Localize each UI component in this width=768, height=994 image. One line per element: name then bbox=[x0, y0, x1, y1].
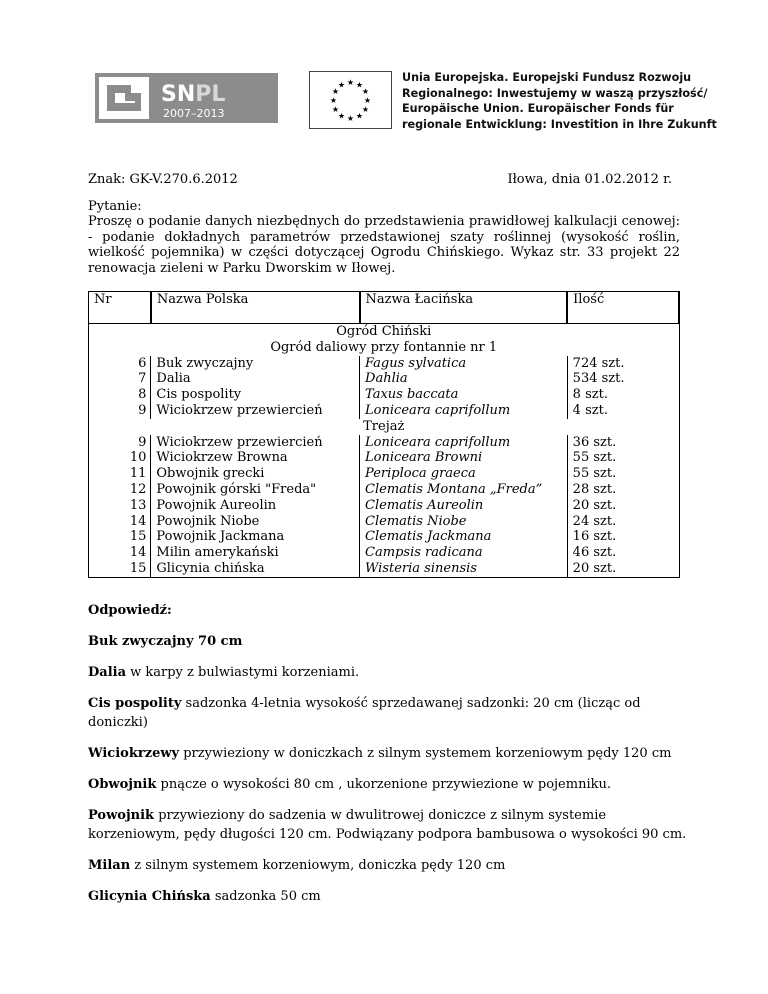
cell-latin: Taxus baccata bbox=[360, 387, 568, 403]
svg-text:SNPL bbox=[161, 82, 225, 107]
table-row bbox=[89, 482, 680, 498]
svg-text:★: ★ bbox=[331, 105, 340, 114]
section-main-title: Ogród Chiński bbox=[89, 324, 680, 340]
eu-text-line: Unia Europejska. Europejski Fundusz Rozwoju bbox=[402, 71, 692, 84]
answer-honeysuckle-title: Wiciokrzewy bbox=[88, 746, 180, 761]
answer-clematis bbox=[88, 806, 688, 844]
cell-latin: Fagus sylvatica bbox=[360, 356, 568, 372]
table-row bbox=[89, 561, 680, 577]
cell-nr: 14 bbox=[89, 514, 151, 530]
eu-text-line: regionale Entwicklung: Investition in Ihre Zukunft bbox=[402, 117, 717, 131]
cell-qty: 55 szt. bbox=[567, 450, 679, 466]
answer-periploca-text: pnącze o wysokości 80 cm , ukorzenione przywiezione w pojemniku. bbox=[156, 777, 611, 792]
cell-nr: 9 bbox=[89, 403, 151, 419]
section-dahlia-garden: Ogród daliowy przy fontannie nr 1 bbox=[89, 340, 680, 356]
header-polish-name: Nazwa Polska bbox=[151, 292, 360, 324]
eu-flag-icon bbox=[309, 71, 392, 129]
table-row bbox=[89, 498, 680, 514]
cell-qty: 8 szt. bbox=[567, 387, 679, 403]
cell-latin: Loniceara Browni bbox=[360, 450, 568, 466]
cell-polish: Wiciokrzew Browna bbox=[151, 450, 360, 466]
answer-yew bbox=[88, 694, 688, 732]
table-row bbox=[89, 466, 680, 482]
cell-latin: Clematis Aureolin bbox=[360, 498, 568, 514]
cell-qty: 28 szt. bbox=[567, 482, 679, 498]
cell-polish: Obwojnik grecki bbox=[151, 466, 360, 482]
answer-honeysuckle bbox=[88, 744, 688, 763]
section-row bbox=[89, 324, 680, 340]
answer-wisteria-title: Glicynia Chińska bbox=[88, 889, 211, 904]
cell-qty: 20 szt. bbox=[567, 561, 679, 577]
table-header-row bbox=[89, 292, 680, 324]
cell-latin: Campsis radicana bbox=[360, 545, 568, 561]
svg-text:★: ★ bbox=[361, 105, 370, 114]
section-row bbox=[89, 419, 680, 435]
cell-polish: Buk zwyczajny bbox=[151, 356, 360, 372]
cell-nr: 12 bbox=[89, 482, 151, 498]
svg-text:★: ★ bbox=[331, 87, 340, 96]
svg-text:★: ★ bbox=[346, 114, 355, 123]
cell-nr: 6 bbox=[89, 356, 151, 372]
answers-section bbox=[88, 601, 688, 918]
cell-nr: 11 bbox=[89, 466, 151, 482]
cell-qty: 4 szt. bbox=[567, 403, 679, 419]
cell-polish: Dalia bbox=[151, 371, 360, 387]
answer-honeysuckle-text: przywieziony w doniczkach z silnym systemem korzeniowym pędy 120 cm bbox=[179, 746, 672, 761]
svg-text:★: ★ bbox=[361, 87, 370, 96]
cell-polish: Milin amerykański bbox=[151, 545, 360, 561]
table-row bbox=[89, 387, 680, 403]
cell-qty: 534 szt. bbox=[567, 371, 679, 387]
section-row bbox=[89, 340, 680, 356]
snpl-logo-sn: SN bbox=[161, 82, 196, 107]
header-nr: Nr bbox=[89, 292, 151, 324]
svg-text:★: ★ bbox=[346, 78, 355, 87]
answer-dahlia-text: w karpy z bulwiastymi korzeniami. bbox=[126, 665, 360, 680]
reference-number: Znak: GK-V.270.6.2012 bbox=[88, 172, 238, 187]
cell-nr: 15 bbox=[89, 529, 151, 545]
answer-beech bbox=[88, 632, 688, 651]
section-trellis: Trejaż bbox=[89, 419, 680, 435]
cell-qty: 20 szt. bbox=[567, 498, 679, 514]
answers-label bbox=[88, 601, 688, 620]
cell-latin: Wisteria sinensis bbox=[360, 561, 568, 577]
table-row bbox=[89, 514, 680, 530]
header-latin-name: Nazwa Łacińska bbox=[360, 292, 568, 324]
question-text: Proszę o podanie danych niezbędnych do przedstawienia prawidłowej kalkulacji cenowej: - podanie dokładnych parametrów przedstawionej szaty roślinnej (wysokość roślin, wielkość pojemnika) w części dotyczącej Ogrodu Chińskiego. Wykaz str. 33 projekt 22 renowacja zieleni w Parku Dworskim w Iłowej. bbox=[88, 214, 680, 276]
table-row bbox=[89, 435, 680, 451]
header-quantity: Ilość bbox=[567, 292, 679, 324]
table-row bbox=[89, 356, 680, 372]
eu-text-line: Regionalnego: Inwestujemy w waszą przyszłość/ bbox=[402, 86, 708, 100]
svg-text:★: ★ bbox=[363, 96, 372, 105]
answer-dahlia-title: Dalia bbox=[88, 665, 126, 680]
answer-wisteria-text: sadzonka 50 cm bbox=[210, 889, 321, 904]
plants-table bbox=[88, 291, 680, 578]
svg-text:★: ★ bbox=[337, 111, 346, 121]
answer-dahlia bbox=[88, 663, 688, 682]
cell-polish: Glicynia chińska bbox=[151, 561, 360, 577]
cell-nr: 13 bbox=[89, 498, 151, 514]
cell-polish: Cis pospolity bbox=[151, 387, 360, 403]
question-label: Pytanie: bbox=[88, 199, 142, 214]
cell-nr: 7 bbox=[89, 371, 151, 387]
answer-periploca-title: Obwojnik bbox=[88, 777, 157, 792]
cell-latin: Clematis Jackmana bbox=[360, 529, 568, 545]
cell-polish: Powojnik Jackmana bbox=[151, 529, 360, 545]
answer-yew-title: Cis pospolity bbox=[88, 696, 182, 711]
answer-campsis-title: Milan bbox=[88, 858, 131, 873]
cell-qty: 55 szt. bbox=[567, 466, 679, 482]
cell-nr: 10 bbox=[89, 450, 151, 466]
answer-clematis-text: przywieziony do sadzenia w dwulitrowej doniczce z silnym systemie korzeniowym, pędy długości 120 cm. Podwiązany podpora bambusowa o wysokości 90 cm. bbox=[88, 808, 687, 842]
cell-qty: 46 szt. bbox=[567, 545, 679, 561]
table-row bbox=[89, 371, 680, 387]
cell-qty: 24 szt. bbox=[567, 514, 679, 530]
cell-nr: 15 bbox=[89, 561, 151, 577]
answer-campsis-text: z silnym systemem korzeniowym, doniczka pędy 120 cm bbox=[130, 858, 506, 873]
eu-text-line: Europäische Union. Europäischer Fonds für bbox=[402, 102, 674, 115]
answer-beech-text: Buk zwyczajny 70 cm bbox=[88, 634, 243, 649]
cell-latin: Periploca graeca bbox=[360, 466, 568, 482]
snpl-logo-years: 2007–2013 bbox=[163, 107, 225, 120]
table-row bbox=[89, 403, 680, 419]
svg-text:★: ★ bbox=[355, 111, 364, 121]
answer-wisteria bbox=[88, 887, 688, 906]
cell-qty: 36 szt. bbox=[567, 435, 679, 451]
snpl-logo bbox=[95, 73, 278, 123]
svg-text:★: ★ bbox=[337, 80, 346, 90]
cell-latin: Clematis Niobe bbox=[360, 514, 568, 530]
cell-qty: 16 szt. bbox=[567, 529, 679, 545]
svg-text:★: ★ bbox=[329, 96, 338, 105]
cell-latin: Loniceara caprifollum bbox=[360, 403, 568, 419]
cell-polish: Wiciokrzew przewiercień bbox=[151, 403, 360, 419]
svg-text:★: ★ bbox=[355, 80, 364, 90]
cell-latin: Dahlia bbox=[360, 371, 568, 387]
snpl-logo-pl: PL bbox=[195, 82, 226, 107]
cell-nr: 14 bbox=[89, 545, 151, 561]
cell-nr: 8 bbox=[89, 387, 151, 403]
table-row bbox=[89, 450, 680, 466]
answers-label-text: Odpowiedź: bbox=[88, 603, 172, 618]
table-row bbox=[89, 529, 680, 545]
cell-polish: Powojnik Aureolin bbox=[151, 498, 360, 514]
place-date: Iłowa, dnia 01.02.2012 r. bbox=[507, 172, 672, 187]
answer-yew-text: sadzonka 4-letnia wysokość sprzedawanej sadzonki: 20 cm (licząc od doniczki) bbox=[88, 696, 641, 730]
cell-nr: 9 bbox=[89, 435, 151, 451]
table-row bbox=[89, 545, 680, 561]
answer-clematis-title: Powojnik bbox=[88, 808, 155, 823]
cell-polish: Powojnik górski "Freda" bbox=[151, 482, 360, 498]
cell-polish: Wiciokrzew przewiercień bbox=[151, 435, 360, 451]
cell-polish: Powojnik Niobe bbox=[151, 514, 360, 530]
answer-periploca bbox=[88, 775, 688, 794]
cell-qty: 724 szt. bbox=[567, 356, 679, 372]
answer-campsis bbox=[88, 856, 688, 875]
eu-funding-text bbox=[402, 70, 742, 132]
cell-latin: Clematis Montana „Freda” bbox=[360, 482, 568, 498]
cell-latin: Loniceara caprifollum bbox=[360, 435, 568, 451]
